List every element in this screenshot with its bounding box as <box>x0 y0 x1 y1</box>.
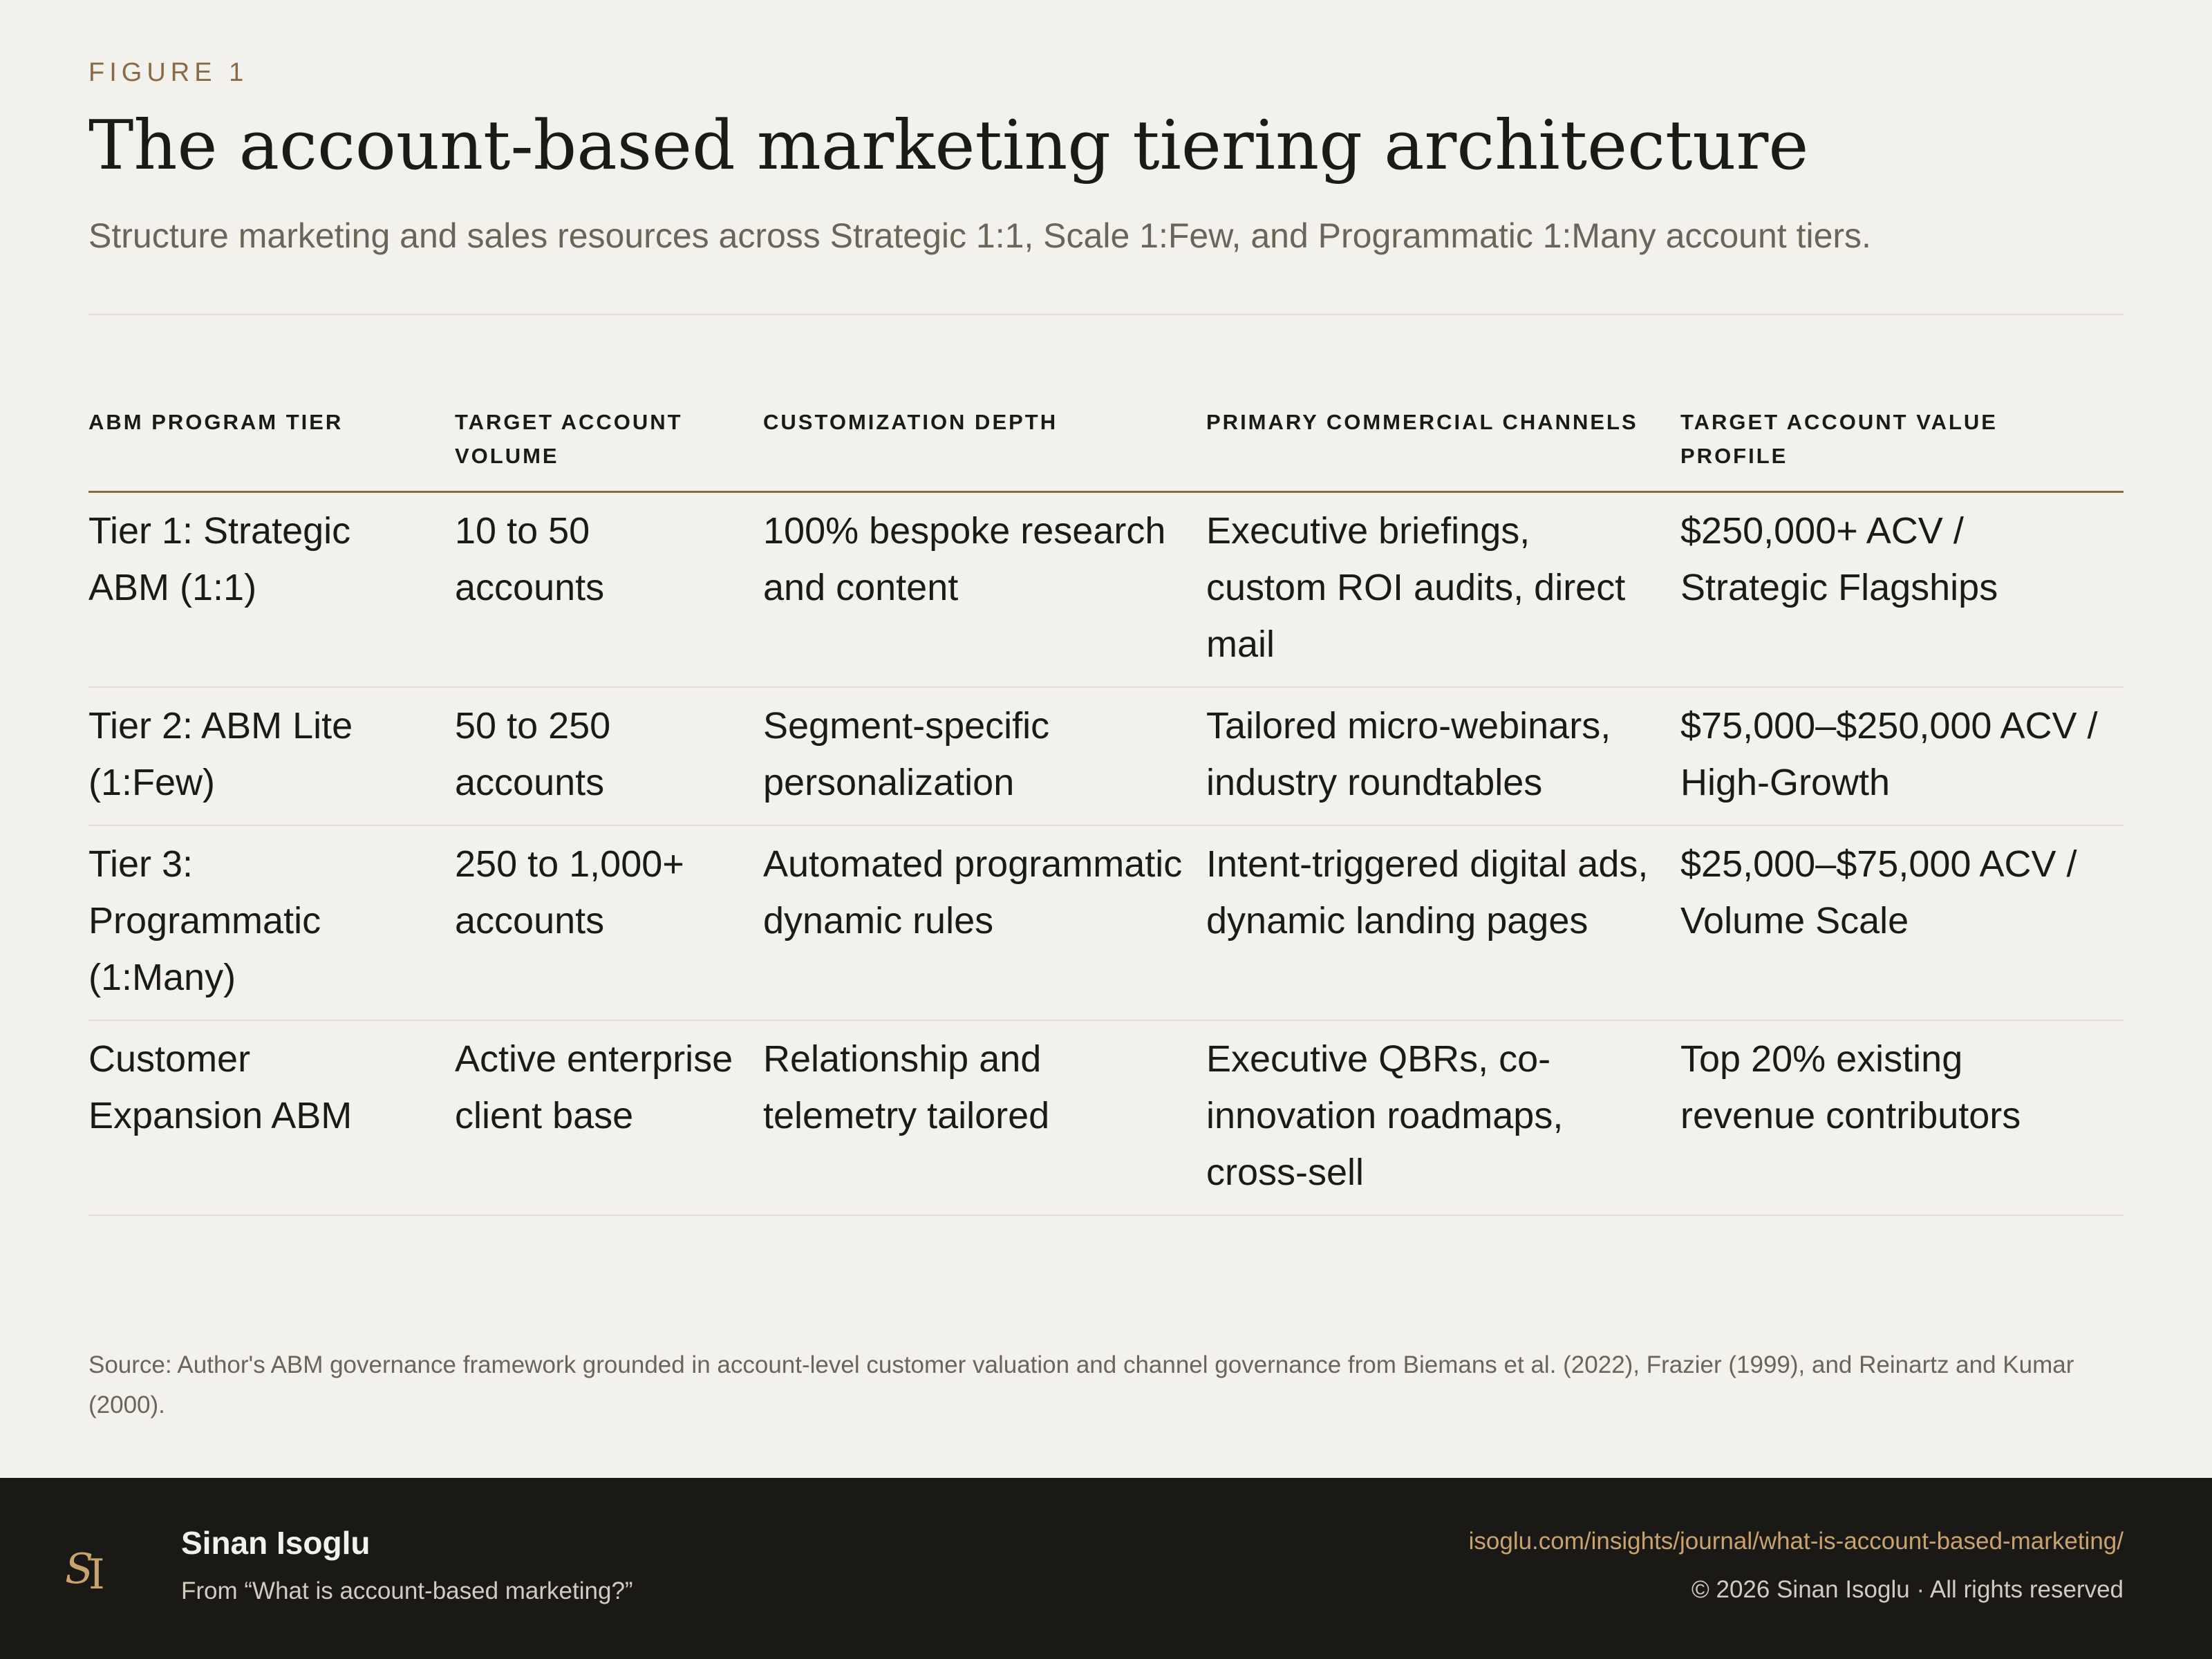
cell-channels: Executive QBRs, co-innovation roadmaps, cross-sell <box>1206 1020 1680 1215</box>
author-name: Sinan Isoglu <box>181 1525 371 1561</box>
tier-table <box>88 405 2124 1216</box>
cell-volume: 50 to 250 accounts <box>455 687 763 825</box>
svg-text:S: S <box>65 1545 94 1593</box>
cell-tier: Tier 2: ABM Lite (1:Few) <box>88 687 455 825</box>
copyright-notice: © 2026 Sinan Isoglu · All rights reserved <box>1691 1576 2124 1603</box>
cell-volume: Active enterprise client base <box>455 1020 763 1215</box>
header-channels: PRIMARY COMMERCIAL CHANNELS <box>1206 405 1680 492</box>
page-title: The account-based marketing tiering architecture <box>88 106 1809 185</box>
cell-channels: Executive briefings, custom ROI audits, direct mail <box>1206 492 1680 688</box>
article-reference: From “What is account-based marketing?” <box>181 1577 633 1604</box>
article-link[interactable]: isoglu.com/insights/journal/what-is-account-based-marketing/ <box>1468 1528 2124 1555</box>
footer-bar <box>0 1478 2212 1659</box>
cell-volume: 250 to 1,000+ accounts <box>455 825 763 1020</box>
header-customization: CUSTOMIZATION DEPTH <box>763 405 1206 492</box>
cell-tier: Tier 1: Strategic ABM (1:1) <box>88 492 455 688</box>
cell-channels: Tailored micro-webinars, industry roundtables <box>1206 687 1680 825</box>
cell-volume: 10 to 50 accounts <box>455 492 763 688</box>
source-note: Source: Author's ABM governance framework grounded in account-level customer valuation and channel governance from Biemans et al. (2022), Frazier (1999), and Reinartz and Kumar (2000). <box>88 1351 2074 1418</box>
si-monogram-icon <box>64 1539 119 1601</box>
header-value-profile: TARGET ACCOUNT VALUE PROFILE <box>1680 405 2124 492</box>
cell-channels: Intent-triggered digital ads, dynamic landing pages <box>1206 825 1680 1020</box>
figure-label: FIGURE 1 <box>88 58 249 87</box>
cell-tier: Customer Expansion ABM <box>88 1020 455 1215</box>
cell-customization: Relationship and telemetry tailored <box>763 1020 1206 1215</box>
page-subtitle: Structure marketing and sales resources across Strategic 1:1, Scale 1:Few, and Programmatic 1:Many account tiers. <box>88 216 1871 255</box>
cell-value-profile: $75,000–$250,000 ACV / High-Growth <box>1680 687 2124 825</box>
header-volume: TARGET ACCOUNT VOLUME <box>455 405 763 492</box>
table-header-row <box>88 405 2124 492</box>
cell-customization: Automated programmatic dynamic rules <box>763 825 1206 1020</box>
table-row <box>88 1020 2124 1215</box>
cell-customization: 100% bespoke research and content <box>763 492 1206 688</box>
table-row <box>88 687 2124 825</box>
cell-value-profile: $250,000+ ACV / Strategic Flagships <box>1680 492 2124 688</box>
cell-tier: Tier 3: Programmatic (1:Many) <box>88 825 455 1020</box>
table-row <box>88 492 2124 688</box>
cell-customization: Segment-specific personalization <box>763 687 1206 825</box>
header-tier: ABM PROGRAM TIER <box>88 405 455 492</box>
svg-text:I: I <box>88 1550 105 1599</box>
cell-value-profile: $25,000–$75,000 ACV / Volume Scale <box>1680 825 2124 1020</box>
cell-value-profile: Top 20% existing revenue contributors <box>1680 1020 2124 1215</box>
title-divider <box>88 314 2124 315</box>
table-row <box>88 825 2124 1020</box>
